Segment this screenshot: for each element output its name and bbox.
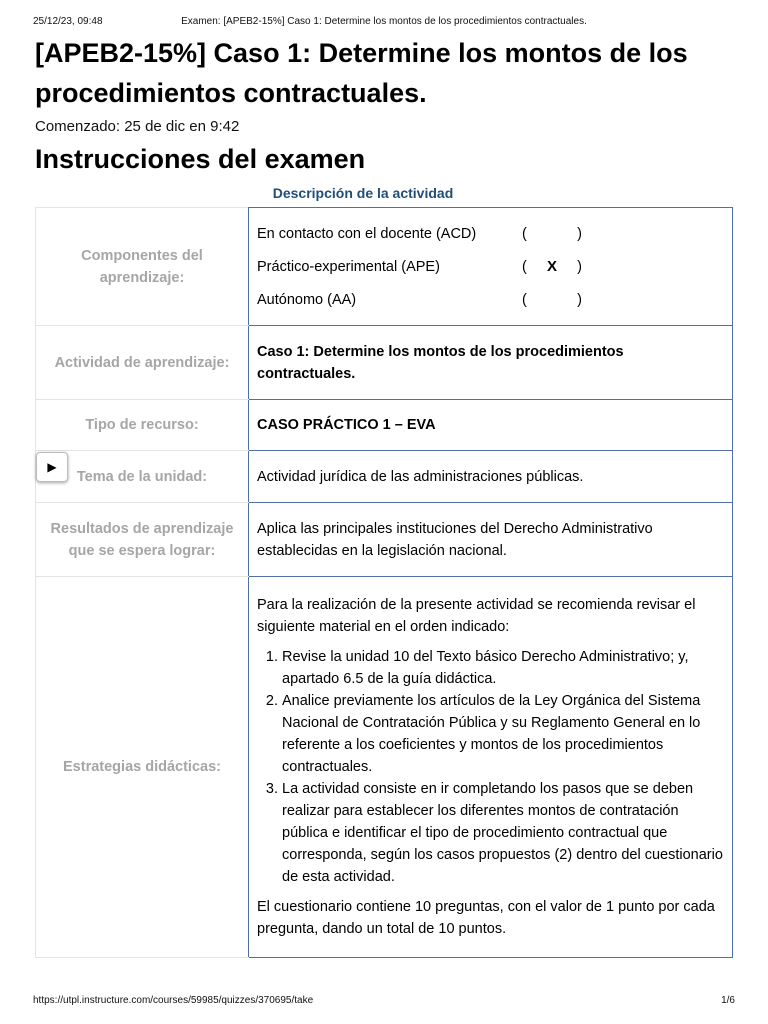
instructions-heading: Instrucciones del examen bbox=[35, 144, 366, 174]
strategies-steps bbox=[257, 646, 724, 888]
component-name: Autónomo (AA) bbox=[257, 291, 357, 308]
table-row-learning-activity bbox=[36, 326, 733, 400]
component-name: Práctico-experimental (APE) bbox=[257, 258, 440, 275]
print-title: Examen: [APEB2-15%] Caso 1: Determine los montos de los procedimientos contractuales. bbox=[181, 16, 587, 27]
started-timestamp: Comenzado: 25 de dic en 9:42 bbox=[35, 118, 240, 135]
strategies-value bbox=[249, 577, 733, 958]
table-row-expected-results bbox=[36, 503, 733, 577]
component-name: En contacto con el docente (ACD) bbox=[257, 225, 477, 242]
play-icon: ▶ bbox=[47, 460, 57, 474]
strategies-label: Estrategias didácticas: bbox=[36, 577, 249, 958]
list-item: 2. Analice previamente los artículos de la Ley Orgánica del Sistema Nacional de Contratación Pública y su Reglamento General en lo referente a los coeficientes y montos de los procedimientos contractuales. bbox=[282, 690, 724, 778]
print-url: https://utpl.instructure.com/courses/59985/quizzes/370695/take bbox=[33, 995, 314, 1006]
table-row-unit-topic bbox=[36, 451, 733, 503]
list-item: 1. Revise la unidad 10 del Texto básico Derecho Administrativo; y, apartado 6.5 de la guía didáctica. bbox=[282, 646, 724, 690]
learning-activity-value: Caso 1: Determine los montos de los procedimientos contractuales. bbox=[249, 326, 733, 400]
resource-type-value: CASO PRÁCTICO 1 – EVA bbox=[249, 400, 733, 451]
play-button[interactable] bbox=[36, 452, 68, 482]
print-footer bbox=[33, 995, 735, 1009]
unit-topic-label: Tema de la unidad: bbox=[36, 451, 249, 503]
resource-type-label: Tipo de recurso: bbox=[36, 400, 249, 451]
learning-activity-label: Actividad de aprendizaje: bbox=[36, 326, 249, 400]
component-item bbox=[257, 283, 724, 316]
selected-mark: X bbox=[546, 257, 557, 275]
print-header bbox=[33, 16, 735, 30]
component-checkbox: ( X ) bbox=[522, 256, 582, 278]
table-row-resource-type bbox=[36, 400, 733, 451]
print-datetime: 25/12/23, 09:48 bbox=[33, 16, 103, 27]
strategies-intro: Para la realización de la presente actividad se recomienda revisar el siguiente material en el orden indicado: bbox=[257, 597, 696, 635]
table-row-strategies bbox=[36, 577, 733, 958]
components-value bbox=[249, 208, 733, 326]
component-checkbox: ( ) bbox=[522, 225, 582, 242]
expected-results-label: Resultados de aprendizaje que se espera lograr: bbox=[36, 503, 249, 577]
table-row-components bbox=[36, 208, 733, 326]
component-item bbox=[257, 217, 724, 250]
component-checkbox: ( ) bbox=[522, 291, 582, 308]
strategies-closing: El cuestionario contiene 10 preguntas, con el valor de 1 punto por cada pregunta, dando un total de 10 puntos. bbox=[257, 899, 715, 937]
unit-topic-value: Actividad jurídica de las administraciones públicas. bbox=[249, 451, 733, 503]
activity-table bbox=[35, 207, 733, 958]
activity-caption: Descripción de la actividad bbox=[272, 185, 454, 201]
component-item bbox=[257, 250, 724, 283]
list-item: 3. La actividad consiste en ir completando los pasos que se deben realizar para establecer los diferentes montos de contratación pública e identificar el tipo de procedimiento contractual que corresponda, según los casos propuestos (2) dentro del cuestionario de esta actividad. bbox=[282, 778, 724, 888]
quiz-title: [APEB2-15%] Caso 1: Determine los montos de los procedimientos contractuales. bbox=[35, 38, 688, 108]
page-number: 1/6 bbox=[721, 995, 735, 1006]
components-label: Componentes del aprendizaje: bbox=[36, 208, 249, 326]
expected-results-value: Aplica las principales instituciones del Derecho Administrativo establecidas en la legislación nacional. bbox=[249, 503, 733, 577]
